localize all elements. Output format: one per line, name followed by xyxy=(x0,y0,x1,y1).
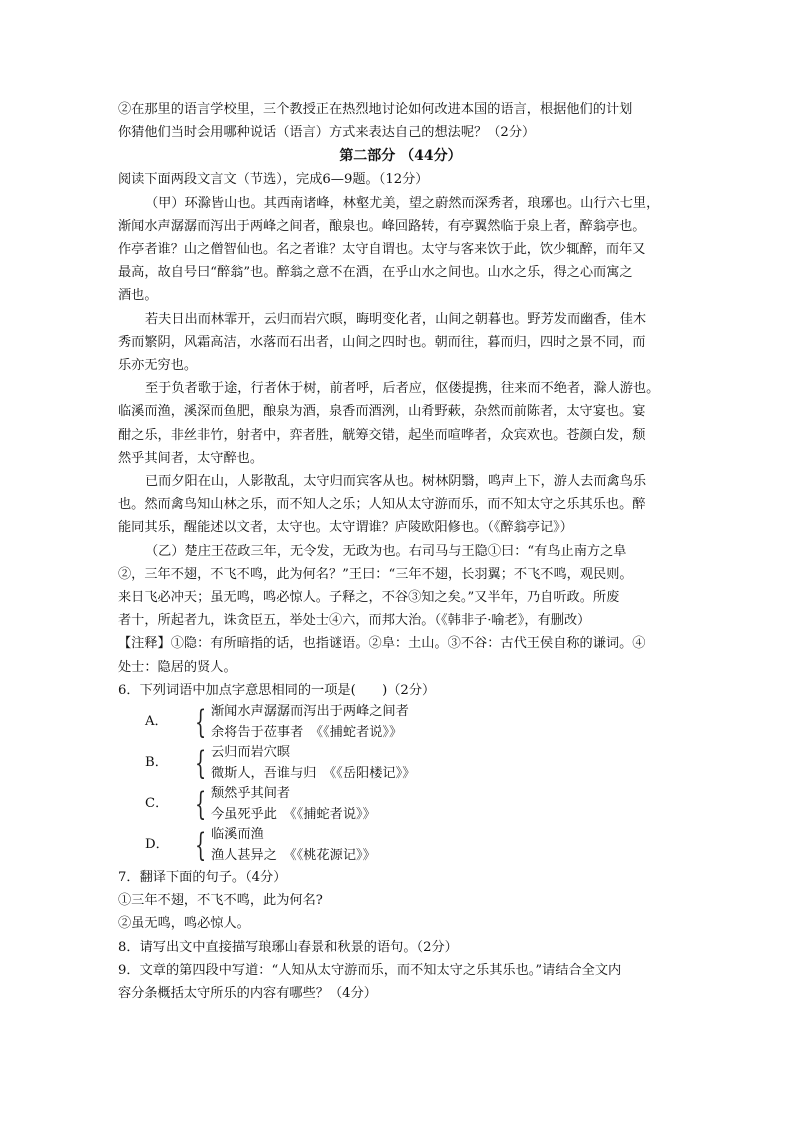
option-line: 渐闻水声潺潺而泻出于两峰之间者 xyxy=(211,704,409,720)
option-line: 临溪而渔 xyxy=(211,827,264,843)
passage-a-line: 作亭者谁？山之僧智仙也。名之者谁？太守自谓也。太守与客来饮于此，饮少辄醉，而年又 xyxy=(118,242,646,258)
option-letter: A． xyxy=(145,714,168,730)
question-9-line-2: 容分条概括太守所乐的内容有哪些？（4分） xyxy=(118,986,377,1002)
passage-b-line: 若夫日出而林霏开，云归而岩穴暝，晦明变化者，山间之朝暮也。野芳发而幽香，佳木 xyxy=(145,311,647,327)
passage-a-line: 最高，故自号曰“醉翁”也。醉翁之意不在酒，在乎山水之间也。山水之乐，得之心而寓之 xyxy=(118,265,633,281)
passage-d-line: 也。然而禽鸟知山林之乐，而不知人之乐；人知从太守游而乐，而不知太守之乐其乐也。醉 xyxy=(118,497,646,513)
option-letter: C． xyxy=(145,796,169,812)
option-line: 余将告于莅事者 《《捕蛇者说》》 xyxy=(211,724,403,740)
passage-c-line: 至于负者歌于途，行者休于树，前者呼，后者应，伛偻提携，往来而不绝者，滁人游也。 xyxy=(145,381,660,397)
question-6-option-a xyxy=(118,702,683,743)
top-question-line-2: 你猜他们当时会用哪种说话（语言）方式来表达自己的想法呢？（2分） xyxy=(118,125,536,141)
option-line: 颓然乎其间者 xyxy=(211,786,291,802)
question-8-stem: 8．请写出文中直接描写琅琊山春景和秋景的语句。（2分） xyxy=(118,939,458,955)
passage-e-line: 者十，所起者九，诛贪臣五，举处士④六，而邦大治。（《韩非子·喻老》，有删改） xyxy=(118,613,591,629)
top-question-line-1: ②在那里的语言学校里，三个教授正在热烈地讨论如何改进本国的语言，根据他们的计划 xyxy=(118,102,633,117)
question-7-stem: 7．翻译下面的句子。（4分） xyxy=(118,870,287,886)
question-7-sentence-1: ①三年不翅，不飞不鸣，此为何名? xyxy=(118,893,323,909)
option-line: 云归而岩穴暝 xyxy=(211,745,291,761)
option-line: 微斯人，吾谁与归 《《岳阳楼记》》 xyxy=(211,765,416,781)
notes-line: 【注释】①隐：有所暗指的话，也指谜语。②阜：土山。③不谷：古代王侯自称的谦词。④ xyxy=(118,636,646,652)
question-6-option-c xyxy=(118,784,683,825)
passage-a-line: （甲）环滁皆山也。其西南诸峰，林壑尤美，望之蔚然而深秀者，琅琊也。山行六七里， xyxy=(145,195,660,211)
question-7-sentence-2: ②虽无鸣，鸣必惊人。 xyxy=(118,916,250,932)
question-6-option-b xyxy=(118,743,683,784)
exam-page xyxy=(118,98,683,1005)
passage-a-line: 渐闻水声潺潺而泻出于两峰之间者，酿泉也。峰回路转，有亭翼然临于泉上者，醉翁亭也。 xyxy=(118,218,646,234)
option-letter: B． xyxy=(145,755,168,771)
notes-line: 处士：隐居的贤人。 xyxy=(118,659,237,675)
passage-e-line: （乙）楚庄王莅政三年，无令发，无政为也。右司马与王隐①曰：“有鸟止南方之阜 xyxy=(145,543,627,559)
passage-c-line: 然乎其间者，太守醉也。 xyxy=(118,450,264,466)
brace-icon: { xyxy=(195,826,207,865)
brace-icon: { xyxy=(195,744,207,783)
passage-b-line: 秀而繁阴，风霜高洁，水落而石出者，山间之四时也。朝而往，暮而归，四时之景不同，而 xyxy=(118,334,646,350)
passage-d-line: 能同其乐，醒能述以文者，太守也。太守谓谁？庐陵欧阳修也。（《醉翁亭记》） xyxy=(118,520,573,536)
option-line: 渔人甚异之 《《桃花源记》》 xyxy=(211,847,376,863)
passage-c-line: 临溪而渔，溪深而鱼肥，酿泉为酒，泉香而酒洌，山肴野蔌，杂然而前陈者，太守宴也。宴 xyxy=(118,404,646,420)
brace-icon: { xyxy=(195,785,207,824)
passage-b-line: 乐亦无穷也。 xyxy=(118,358,198,374)
passage-a-line: 酒也。 xyxy=(118,288,158,304)
brace-icon: { xyxy=(195,703,207,742)
passage-c-line: 酣之乐，非丝非竹，射者中，弈者胜，觥筹交错，起坐而喧哗者，众宾欢也。苍颜白发，颓 xyxy=(118,427,646,443)
passage-e-line: ②，三年不翅，不飞不鸣，此为何名？”王曰：“三年不翅，长羽翼；不飞不鸣，观民则。 xyxy=(118,566,633,582)
question-6-option-d xyxy=(118,825,683,866)
reading-instruction: 阅读下面两段文言文（节选），完成6—9题。（12分） xyxy=(118,172,429,188)
part2-heading: 第二部分 （44分） xyxy=(339,148,462,165)
passage-e-line: 来日飞必冲天；虽无鸣，鸣必惊人。子释之，不谷③知之矣。”又半年，乃自听政。所废 xyxy=(118,590,620,606)
question-9-line-1: 9．文章的第四段中写道：“人知从太守游而乐，而不知太守之乐其乐也。”请结合全文内 xyxy=(118,962,622,978)
option-line: 今虽死乎此 《《捕蛇者说》》 xyxy=(211,806,376,822)
passage-d-line: 已而夕阳在山，人影散乱，太守归而宾客从也。树林阴翳，鸣声上下，游人去而禽鸟乐 xyxy=(145,474,647,490)
question-6-stem: 6．下列词语中加点字意思相同的一项是( )（2分） xyxy=(118,682,436,698)
option-letter: D． xyxy=(145,837,169,853)
